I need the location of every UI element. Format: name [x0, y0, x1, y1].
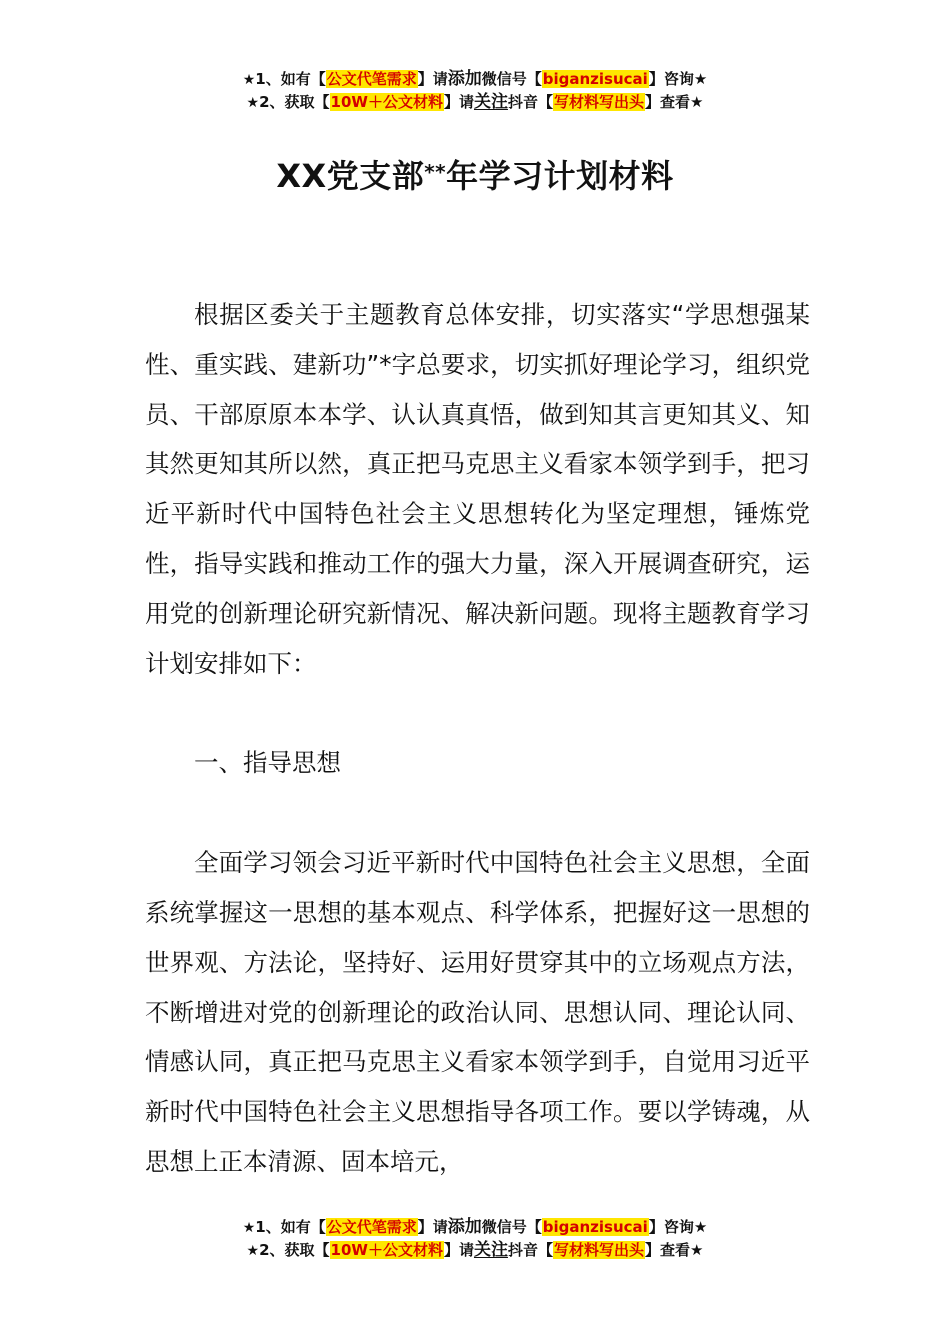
banner-highlight: 10W＋公文材料: [330, 1241, 443, 1259]
banner-highlight: 写材料写出头: [553, 1241, 644, 1259]
banner-text: 】请: [443, 1241, 474, 1259]
banner-text: 】查看★: [645, 1241, 704, 1259]
banner-text: 1、如有【: [255, 1218, 326, 1236]
banner-highlight: 公文代笔需求: [326, 1218, 417, 1236]
footer-banner: [0, 1216, 950, 1262]
banner-text: 】咨询★: [648, 70, 708, 88]
header-banner: [0, 68, 950, 114]
title-text: XX党支部: [276, 157, 425, 195]
banner-highlight: 10W＋公文材料: [330, 93, 443, 111]
body-paragraph: 全面学习领会习近平新时代中国特色社会主义思想，全面系统掌握这一思想的基本观点、科学体系，把握好这一思想的世界观、方法论，坚持好、运用好贯穿其中的立场观点方法，不断增进对党的创新理论的政治认同、思想认同、理论认同、情感认同，真正把马克思主义看家本领学到手，自觉用习近平新时代中国特色社会主义思想指导各项工作。要以学铸魂，从思想上正本清源、固本培元，: [145, 848, 810, 1176]
banner-text: 抖音【: [507, 1241, 553, 1259]
banner-text: 2、获取【: [259, 93, 330, 111]
star-icon: ★: [242, 1220, 256, 1236]
star-icon: ★: [246, 1243, 260, 1259]
section-heading: 一、指导思想: [194, 748, 341, 778]
banner-line-2: [0, 91, 950, 114]
banner-text: 】咨询★: [648, 1218, 708, 1236]
star-icon: ★: [242, 72, 256, 88]
banner-highlight: biganzisucai: [542, 1218, 648, 1236]
title-text: 年学习计划材料: [446, 157, 674, 195]
banner-text: 微信号【: [481, 1218, 542, 1236]
banner-text: 1、如有【: [255, 70, 326, 88]
banner-emphasis: 关注: [473, 92, 508, 112]
banner-text: 2、获取【: [259, 1241, 330, 1259]
banner-highlight: 公文代笔需求: [326, 70, 417, 88]
banner-text: 】请: [417, 1218, 448, 1236]
banner-text: 抖音【: [507, 93, 553, 111]
title-asterisk: **: [424, 160, 447, 184]
banner-text: 】请: [443, 93, 474, 111]
star-icon: ★: [246, 95, 260, 111]
banner-text: 】查看★: [645, 93, 704, 111]
document-body: [145, 290, 810, 1187]
banner-line-1: [0, 1216, 950, 1239]
banner-line-1: [0, 68, 950, 91]
banner-text: 】请: [417, 70, 448, 88]
banner-emphasis: 添加: [447, 69, 482, 89]
body-paragraph: 根据区委关于主题教育总体安排，切实落实“学思想强某性、重实践、建新功”*字总要求，切实抓好理论学习，组织党员、干部原原本本学、认认真真悟，做到知其言更知其义、知其然更知其所以然，真正把马克思主义看家本领学到手，把习近平新时代中国特色社会主义思想转化为坚定理想，锤炼党性，指导实践和推动工作的强大力量，深入开展调查研究，运用党的创新理论研究新情况、解决新问题。现将主题教育学习计划安排如下：: [145, 300, 810, 678]
banner-highlight: biganzisucai: [542, 70, 648, 88]
banner-line-2: [0, 1239, 950, 1262]
banner-emphasis: 添加: [447, 1217, 482, 1237]
banner-highlight: 写材料写出头: [553, 93, 644, 111]
banner-emphasis: 关注: [473, 1240, 508, 1260]
document-title: [0, 148, 950, 200]
banner-text: 微信号【: [481, 70, 542, 88]
